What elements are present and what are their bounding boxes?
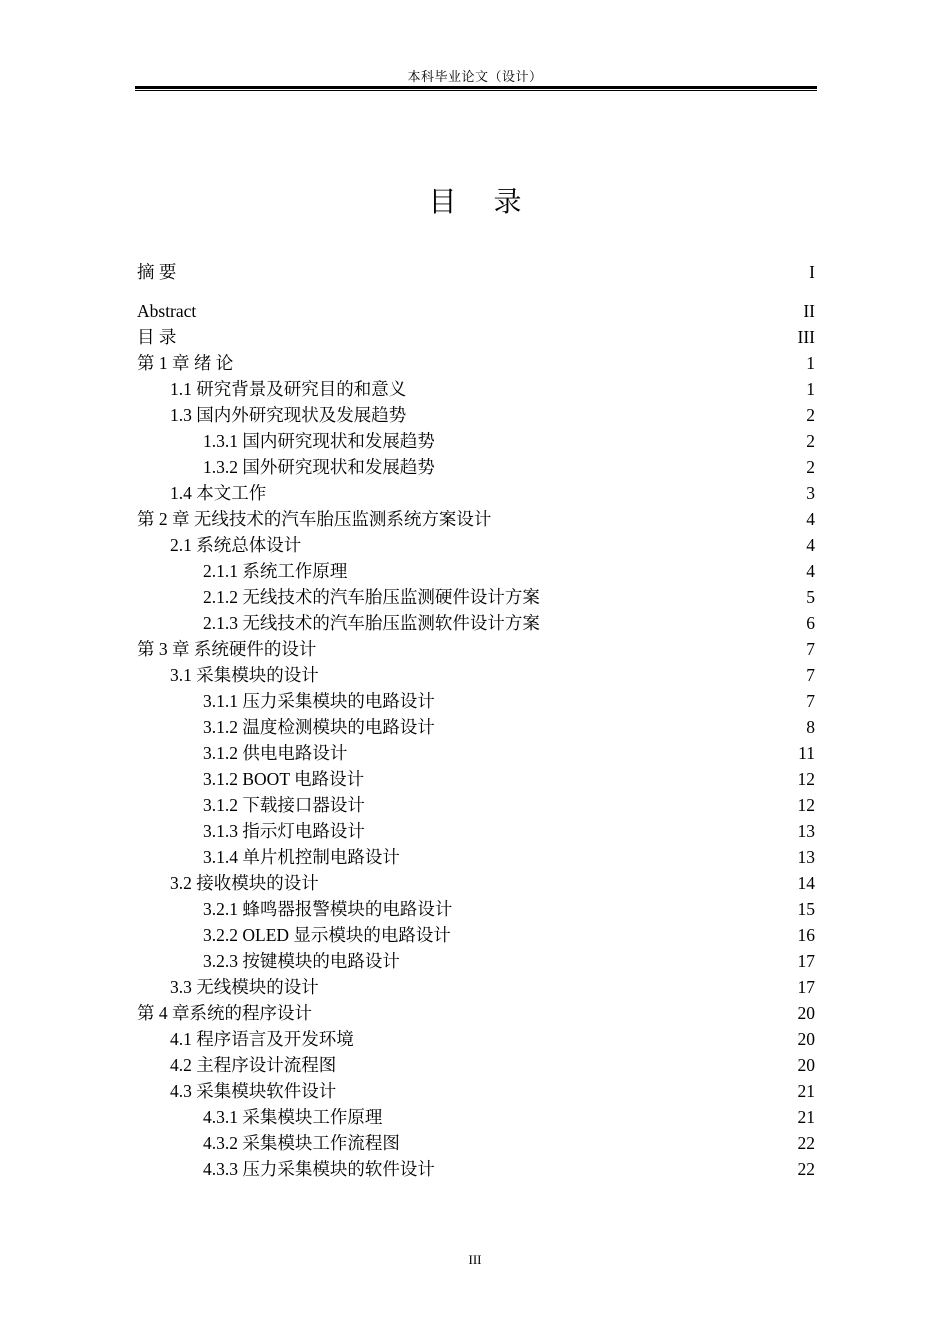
toc-entry-page: 12 <box>797 795 815 815</box>
toc-entry-label: 1.1 研究背景及研究目的和意义 <box>170 379 407 399</box>
toc-entry[interactable] <box>137 1052 815 1078</box>
toc-entry-page: 22 <box>797 1159 815 1179</box>
toc-entry[interactable] <box>137 714 815 740</box>
toc-entry[interactable] <box>137 402 815 428</box>
toc-entry[interactable] <box>137 350 815 376</box>
toc-entry-page: 6 <box>806 613 815 633</box>
toc-entry[interactable] <box>137 1000 815 1026</box>
toc-entry[interactable] <box>137 428 815 454</box>
toc-entry-page: 7 <box>806 639 815 659</box>
toc-entry-page: 20 <box>797 1055 815 1075</box>
toc-entry[interactable] <box>137 636 815 662</box>
toc-entry[interactable] <box>137 766 815 792</box>
toc-entry-label: 3.1 采集模块的设计 <box>170 665 319 685</box>
toc-entry-label: 3.3 无线模块的设计 <box>170 977 319 997</box>
toc-entry-page: 7 <box>806 691 815 711</box>
toc-entry-page: 8 <box>806 717 815 737</box>
toc-entry-page: 4 <box>806 509 815 529</box>
toc-entry-page: 4 <box>806 535 815 555</box>
toc-entry[interactable] <box>137 974 815 1000</box>
toc-entry-page: 7 <box>806 665 815 685</box>
table-of-contents <box>137 258 815 1182</box>
toc-entry[interactable] <box>137 506 815 532</box>
toc-entry-label: 3.1.4 单片机控制电路设计 <box>203 847 400 867</box>
toc-entry-label: 3.1.2 下载接口器设计 <box>203 795 365 815</box>
toc-entry-label: 3.2.3 按键模块的电路设计 <box>203 951 400 971</box>
toc-entry-page: 4 <box>806 561 815 581</box>
toc-entry[interactable] <box>137 896 815 922</box>
toc-entry-label: 目 录 <box>137 327 177 347</box>
header-rule-thick <box>135 86 817 89</box>
toc-entry-label: 3.1.2 供电电路设计 <box>203 743 348 763</box>
header-rule-thin <box>135 90 817 91</box>
toc-entry[interactable] <box>137 258 815 298</box>
toc-entry-page: 13 <box>797 847 815 867</box>
toc-entry-page: 14 <box>797 873 815 893</box>
toc-entry[interactable] <box>137 532 815 558</box>
toc-entry[interactable] <box>137 1104 815 1130</box>
toc-entry-page: 5 <box>806 587 815 607</box>
toc-entry-label: 4.1 程序语言及开发环境 <box>170 1029 354 1049</box>
toc-entry-page: 11 <box>798 743 815 763</box>
toc-entry-page: 15 <box>797 899 815 919</box>
toc-entry[interactable] <box>137 454 815 480</box>
toc-entry[interactable] <box>137 662 815 688</box>
toc-entry-label: Abstract <box>137 301 197 321</box>
toc-entry-page: 22 <box>797 1133 815 1153</box>
toc-entry[interactable] <box>137 792 815 818</box>
toc-entry[interactable] <box>137 298 815 324</box>
toc-entry-label: 3.1.3 指示灯电路设计 <box>203 821 365 841</box>
toc-entry-label: 2.1.1 系统工作原理 <box>203 561 348 581</box>
toc-entry-label: 第 2 章 无线技术的汽车胎压监测系统方案设计 <box>137 509 492 529</box>
toc-entry-label: 1.3.1 国内研究现状和发展趋势 <box>203 431 435 451</box>
toc-entry-label: 3.1.2 BOOT 电路设计 <box>203 769 365 789</box>
page-title: 目 录 <box>428 185 536 218</box>
toc-entry-page: 16 <box>797 925 815 945</box>
toc-entry-page: 20 <box>797 1029 815 1049</box>
toc-entry-page: 17 <box>797 951 815 971</box>
toc-entry[interactable] <box>137 376 815 402</box>
toc-entry-page: 3 <box>806 483 815 503</box>
toc-entry-page: 17 <box>797 977 815 997</box>
toc-entry-label: 1.3 国内外研究现状及发展趋势 <box>170 405 407 425</box>
toc-entry-page: 20 <box>797 1003 815 1023</box>
toc-entry[interactable] <box>137 324 815 350</box>
toc-entry-label: 2.1.2 无线技术的汽车胎压监测硬件设计方案 <box>203 587 540 607</box>
toc-entry[interactable] <box>137 1026 815 1052</box>
toc-entry-label: 2.1 系统总体设计 <box>170 535 302 555</box>
toc-entry-label: 摘 要 <box>137 262 177 282</box>
toc-entry-label: 4.2 主程序设计流程图 <box>170 1055 337 1075</box>
toc-entry[interactable] <box>137 1078 815 1104</box>
toc-entry-label: 第 1 章 绪 论 <box>137 353 234 373</box>
toc-entry-page: I <box>809 262 815 282</box>
toc-entry[interactable] <box>137 610 815 636</box>
toc-entry-page: 1 <box>806 379 815 399</box>
toc-entry-label: 3.1.1 压力采集模块的电路设计 <box>203 691 435 711</box>
toc-entry-label: 第 3 章 系统硬件的设计 <box>137 639 317 659</box>
toc-entry-page: 2 <box>806 431 815 451</box>
toc-entry-label: 3.2.1 蜂鸣器报警模块的电路设计 <box>203 899 453 919</box>
toc-entry[interactable] <box>137 740 815 766</box>
page-number: III <box>468 1252 482 1267</box>
toc-entry-label: 3.1.2 温度检测模块的电路设计 <box>203 717 435 737</box>
toc-entry[interactable] <box>137 584 815 610</box>
toc-entry[interactable] <box>137 844 815 870</box>
toc-entry-page: 2 <box>806 457 815 477</box>
toc-entry-page: 13 <box>797 821 815 841</box>
toc-entry-label: 4.3.3 压力采集模块的软件设计 <box>203 1159 435 1179</box>
toc-entry[interactable] <box>137 870 815 896</box>
toc-entry-label: 1.3.2 国外研究现状和发展趋势 <box>203 457 435 477</box>
toc-entry-page: 1 <box>806 353 815 373</box>
toc-entry-page: III <box>797 327 815 347</box>
toc-entry[interactable] <box>137 1156 815 1182</box>
toc-entry[interactable] <box>137 558 815 584</box>
toc-entry-page: II <box>803 301 815 321</box>
toc-entry[interactable] <box>137 480 815 506</box>
toc-entry-label: 第 4 章系统的程序设计 <box>137 1003 312 1023</box>
toc-entry-page: 21 <box>797 1107 815 1127</box>
toc-entry-label: 1.4 本文工作 <box>170 483 267 503</box>
toc-entry[interactable] <box>137 1130 815 1156</box>
toc-entry[interactable] <box>137 922 815 948</box>
toc-entry-label: 3.2.2 OLED 显示模块的电路设计 <box>203 925 451 945</box>
toc-entry-label: 2.1.3 无线技术的汽车胎压监测软件设计方案 <box>203 613 540 633</box>
toc-entry-label: 4.3 采集模块软件设计 <box>170 1081 337 1101</box>
toc-entry[interactable] <box>137 818 815 844</box>
toc-entry[interactable] <box>137 688 815 714</box>
toc-entry-label: 4.3.2 采集模块工作流程图 <box>203 1133 400 1153</box>
toc-entry[interactable] <box>137 948 815 974</box>
toc-entry-page: 2 <box>806 405 815 425</box>
toc-entry-label: 3.2 接收模块的设计 <box>170 873 319 893</box>
toc-entry-label: 4.3.1 采集模块工作原理 <box>203 1107 383 1127</box>
running-header: 本科毕业论文（设计） <box>407 69 543 84</box>
toc-entry-page: 21 <box>797 1081 815 1101</box>
toc-entry-page: 12 <box>797 769 815 789</box>
